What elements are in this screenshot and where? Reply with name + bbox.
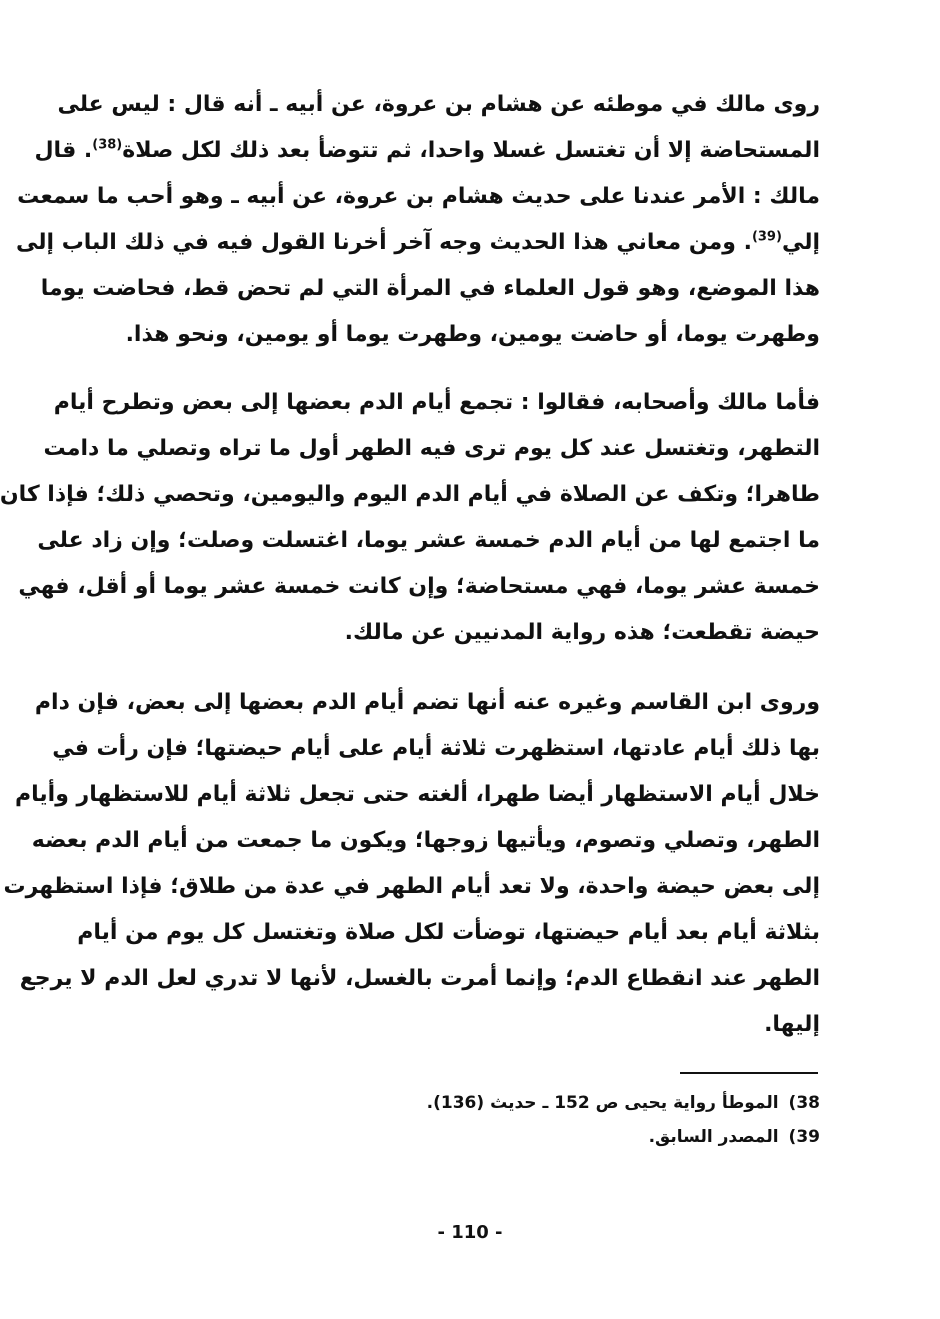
footnote-divider bbox=[680, 1072, 818, 1074]
page-number: - 110 - bbox=[437, 1222, 503, 1243]
paragraph-line: مالك : الأمر عندنا على حديث هشام بن عروة، عن أبيه ـ وهو أحب ما سمعت bbox=[17, 184, 820, 209]
paragraph-line: التطهر، وتغتسل عند كل يوم ترى فيه الطهر أول ما تراه وتصلي ما دامت bbox=[43, 436, 820, 461]
paragraph-line: خلال أيام الاستظهار أيضا طهرا، ألغته حتى تجعل ثلاثة أيام للاستظهار وأيام bbox=[15, 782, 820, 807]
paragraph-line: بثلاثة أيام بعد أيام حيضتها، توضأت لكل صلاة وتغتسل كل يوم من أيام bbox=[77, 920, 820, 945]
paragraph-line-tail: . قال bbox=[34, 138, 93, 163]
paragraph-line: الطهر عند انقطاع الدم؛ وإنما أمرت بالغسل، لأنها لا تدري لعل الدم لا يرجع bbox=[19, 966, 820, 991]
paragraph-line bbox=[34, 128, 820, 174]
paragraph-line-text: إلي bbox=[781, 230, 820, 255]
paragraph-line: روى مالك في موطئه عن هشام بن عروة، عن أبيه ـ أنه قال : ليس على bbox=[57, 92, 820, 117]
paragraph-3 bbox=[3, 680, 820, 1048]
paragraph-line: فأما مالك وأصحابه، فقالوا : تجمع أيام الدم بعضها إلى بعض وتطرح أيام bbox=[53, 390, 820, 415]
footnote-number: 38) bbox=[788, 1093, 820, 1113]
footnote-text: المصدر السابق. bbox=[648, 1127, 779, 1147]
footnote-39 bbox=[300, 1120, 820, 1154]
paragraph-line bbox=[15, 220, 820, 266]
footnote-number: 39) bbox=[788, 1127, 820, 1147]
paragraph-line: ما اجتمع لها من أيام الدم خمسة عشر يوما، اغتسلت وصلت؛ وإن زاد على bbox=[37, 528, 820, 553]
paragraph-line: وطهرت يوما، أو حاضت يومين، وطهرت يوما أو يومين، ونحو هذا. bbox=[125, 322, 820, 347]
paragraph-line: بها ذلك أيام عادتها، استظهرت ثلاثة أيام على أيام حيضتها؛ فإن رأت في bbox=[52, 736, 820, 761]
footnote-38 bbox=[300, 1086, 820, 1120]
footnote-ref-39[interactable]: (39) bbox=[751, 229, 782, 245]
paragraph-line: خمسة عشر يوما، فهي مستحاضة؛ وإن كانت خمسة عشر يوما أو أقل، فهي bbox=[18, 574, 820, 599]
paragraph-line: إلى بعض حيضة واحدة، ولا تعد أيام الطهر في عدة من طلاق؛ فإذا استظهرت bbox=[3, 874, 820, 899]
paragraph-1 bbox=[15, 82, 820, 358]
paragraph-line: هذا الموضع، وهو قول العلماء في المرأة التي لم تحض قط، فحاضت يوما bbox=[40, 276, 820, 301]
paragraph-line: طاهرا؛ وتكف عن الصلاة في أيام الدم اليوم واليومين، وتحصي ذلك؛ فإذا كان bbox=[0, 482, 820, 507]
paragraph-line: حيضة تقطعت؛ هذه رواية المدنيين عن مالك. bbox=[344, 620, 820, 645]
footnote-ref-38[interactable]: (38) bbox=[92, 137, 123, 153]
paragraph-line-text: المستحاضة إلا أن تغتسل غسلا واحدا، ثم تتوضأ بعد ذلك لكل صلاة bbox=[122, 138, 820, 163]
footnote-text: الموطأ رواية يحيى ص 152 ـ حديث (136). bbox=[426, 1093, 779, 1113]
paragraph-line-tail: . ومن معاني هذا الحديث وجه آخر أخرنا القول فيه في ذلك الباب إلى bbox=[15, 230, 752, 255]
paragraph-2 bbox=[0, 380, 820, 656]
footnotes bbox=[300, 1086, 820, 1154]
paragraph-line: إليها. bbox=[764, 1012, 820, 1037]
paragraph-line: وروى ابن القاسم وغيره عنه أنها تضم أيام الدم بعضها إلى بعض، فإن دام bbox=[34, 690, 820, 715]
paragraph-line: الطهر، وتصلي وتصوم، ويأتيها زوجها؛ ويكون ما جمعت من أيام الدم بعضه bbox=[31, 828, 820, 853]
